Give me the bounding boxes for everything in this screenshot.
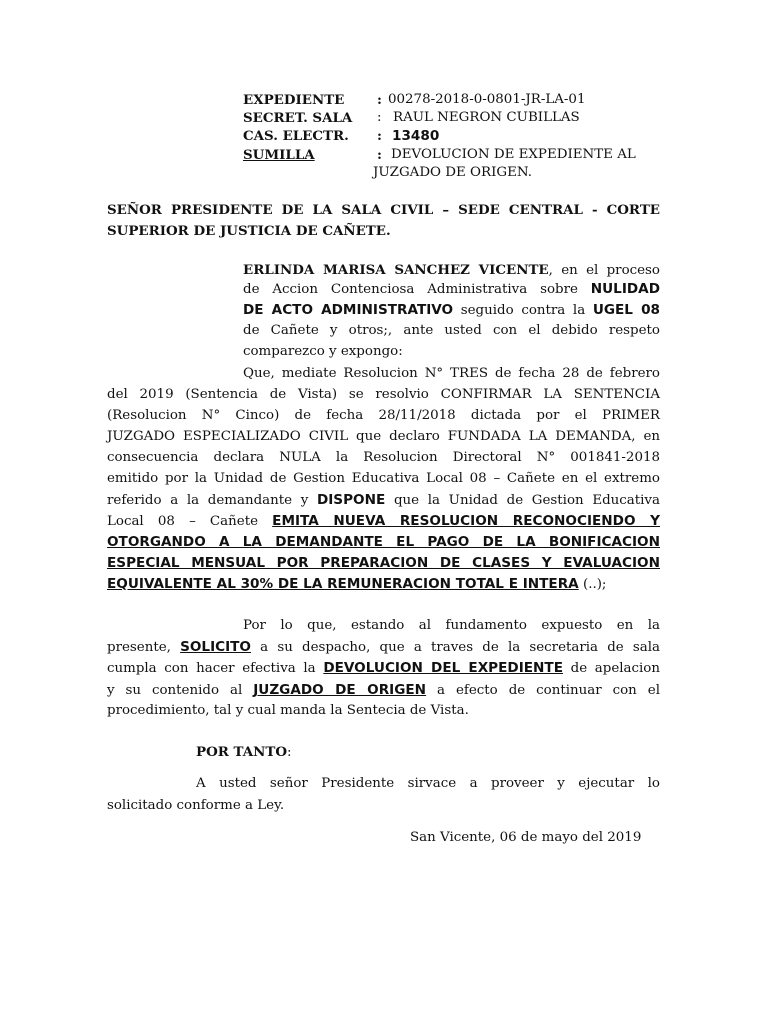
body1-line3: (Resolucion N° Cinco) de fecha 28/11/2018 dictada por el PRIMER bbox=[107, 408, 660, 423]
body1-line4: JUZGADO ESPECIALIZADO CIVIL que declaro FUNDADA LA DEMANDA, en bbox=[107, 429, 660, 444]
cas-electr-colon: : bbox=[377, 128, 382, 144]
body2-line3-text-a: cumpla con hacer efectiva la bbox=[107, 661, 324, 676]
body2-line3 bbox=[107, 659, 660, 678]
intro-line1-text: , en el proceso bbox=[548, 263, 660, 278]
intro-line2 bbox=[243, 280, 660, 299]
body2-line2-text-a: presente, bbox=[107, 640, 181, 655]
body1-line11 bbox=[107, 575, 606, 594]
por-tanto bbox=[196, 743, 292, 762]
addressee-line2: SUPERIOR DE JUSTICIA DE CAÑETE. bbox=[107, 223, 391, 239]
expediente-colon: : bbox=[377, 92, 382, 108]
closing-line2: solicitado conforme a Ley. bbox=[107, 798, 285, 813]
secret-sala-colon: : bbox=[377, 110, 382, 125]
intro-line1 bbox=[243, 261, 660, 280]
body1-line5: consecuencia declara NULA la Resolucion Directoral N° 001841-2018 bbox=[107, 450, 660, 465]
body2-line4 bbox=[107, 681, 660, 700]
solicito-bold: SOLICITO bbox=[180, 639, 251, 655]
equivalente-bold: EQUIVALENTE AL 30% DE LA REMUNERACION TOTAL E INTERA bbox=[107, 576, 579, 592]
body2-line2 bbox=[107, 638, 660, 657]
sumilla-label: SUMILLA bbox=[243, 147, 315, 163]
petitioner-name: ERLINDA MARISA SANCHEZ VICENTE bbox=[243, 262, 549, 278]
body1-line2: del 2019 (Sentencia de Vista) se resolvio CONFIRMAR LA SENTENCIA bbox=[107, 387, 660, 402]
intro-line5: comparezco y expongo: bbox=[243, 344, 403, 359]
date-line: San Vicente, 06 de mayo del 2019 bbox=[410, 830, 642, 845]
body1-line7-text-c: que la Unidad de Gestion Educativa bbox=[385, 493, 660, 508]
body1-line7 bbox=[107, 491, 660, 510]
secret-sala-label: SECRET. SALA bbox=[243, 110, 353, 126]
addressee-line1: SEÑOR PRESIDENTE DE LA SALA CIVIL – SEDE CENTRAL - CORTE bbox=[107, 202, 660, 218]
cas-electr-label: CAS. ELECTR. bbox=[243, 128, 349, 144]
devolucion-bold: DEVOLUCION DEL EXPEDIENTE bbox=[323, 660, 563, 676]
por-tanto-colon: : bbox=[287, 745, 292, 760]
body2-line2-text-c: a su despacho, que a traves de la secretaria de sala bbox=[251, 640, 660, 655]
body1-line8-text: Local 08 – Cañete bbox=[107, 514, 273, 529]
body2-line5: procedimiento, tal y cual manda la Sentecia de Vista. bbox=[107, 703, 469, 718]
intro-line3-text: seguido contra la bbox=[453, 303, 593, 318]
body1-line10: ESPECIAL MENSUAL POR PREPARACION DE CLASES Y EVALUACION bbox=[107, 555, 660, 571]
expediente-label: EXPEDIENTE bbox=[243, 92, 345, 108]
por-tanto-bold: POR TANTO bbox=[196, 744, 288, 760]
body1-line7-text-a: referido a la demandante y bbox=[107, 493, 317, 508]
body1-line6: emitido por la Unidad de Gestion Educativa Local 08 – Cañete en el extremo bbox=[107, 471, 660, 486]
ugel-bold: UGEL 08 bbox=[592, 302, 661, 318]
secret-sala-value: RAUL NEGRON CUBILLAS bbox=[393, 110, 580, 125]
body2-line1: Por lo que, estando al fundamento expuesto en la bbox=[243, 618, 660, 633]
body2-line4-text-a: y su contenido al bbox=[107, 683, 254, 698]
sumilla-value-line2: JUZGADO DE ORIGEN. bbox=[373, 165, 533, 180]
body1-line11-tail: (..); bbox=[578, 577, 607, 592]
body2-line4-text-c: a efecto de continuar con el bbox=[426, 683, 660, 698]
juzgado-origen-bold: JUZGADO DE ORIGEN bbox=[253, 682, 427, 698]
sumilla-value-line1: DEVOLUCION DE EXPEDIENTE AL bbox=[391, 147, 636, 162]
emita-nueva-resolucion: EMITA NUEVA RESOLUCION RECONOCIENDO Y bbox=[272, 513, 660, 529]
expediente-value: 00278-2018-0-0801-JR-LA-01 bbox=[388, 92, 586, 107]
body1-line9: OTORGANDO A LA DEMANDANTE EL PAGO DE LA BONIFICACION bbox=[107, 534, 660, 550]
body2-line3-text-c: de apelacion bbox=[562, 661, 660, 676]
closing-line1: A usted señor Presidente sirvace a proveer y ejecutar lo bbox=[196, 776, 660, 791]
dispone-bold: DISPONE bbox=[316, 492, 386, 508]
body1-line1: Que, mediate Resolucion N° TRES de fecha 28 de febrero bbox=[243, 366, 660, 381]
cas-electr-value: 13480 bbox=[392, 128, 440, 144]
acto-administrativo-bold: DE ACTO ADMINISTRATIVO bbox=[243, 302, 454, 318]
nulidad-bold: NULIDAD bbox=[590, 281, 660, 297]
intro-line4: de Cañete y otros;, ante usted con el debido respeto bbox=[243, 323, 660, 338]
intro-line2-text: de Accion Contenciosa Administrativa sobre bbox=[243, 282, 591, 297]
body1-line8 bbox=[107, 512, 660, 531]
sumilla-colon: : bbox=[377, 147, 382, 163]
intro-line3 bbox=[243, 301, 660, 320]
